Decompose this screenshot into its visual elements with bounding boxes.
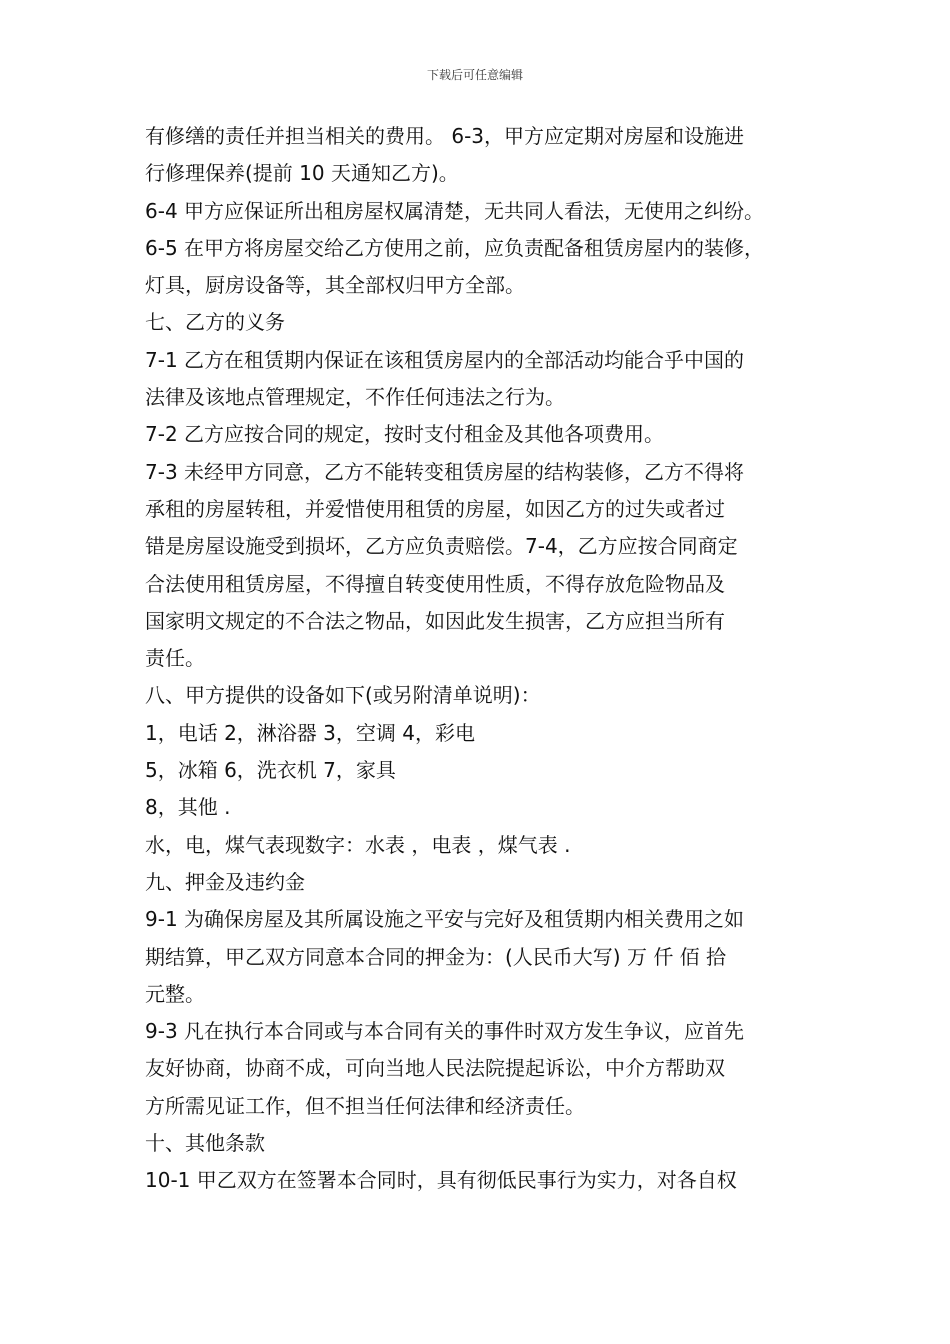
text-line: 6-4 甲方应保证所出租房屋权属清楚，无共同人看法，无使用之纠纷。 bbox=[145, 198, 765, 223]
text-line: 方所需见证工作，但不担当任何法律和经济责任。 bbox=[145, 1093, 585, 1118]
text-line: 1，电话 2，淋浴器 3，空调 4，彩电 bbox=[145, 720, 475, 745]
text-line: 法律及该地点管理规定，不作任何违法之行为。 bbox=[145, 385, 565, 410]
text-line: 责任。 bbox=[145, 646, 205, 671]
section-heading: 七、乙方的义务 bbox=[145, 310, 285, 335]
text-line: 9-1 为确保房屋及其所属设施之平安与完好及租赁期内相关费用之如 bbox=[145, 907, 745, 932]
text-line: 承租的房屋转租，并爱惜使用租赁的房屋，如因乙方的过失或者过 bbox=[145, 496, 725, 521]
text-line: 水，电，煤气表现数字：水表 ，电表 ，煤气表 . bbox=[145, 832, 571, 857]
text-line: 10-1 甲乙双方在签署本合同时，具有彻低民事行为实力，对各自权 bbox=[145, 1168, 737, 1193]
section-heading: 八、甲方提供的设备如下(或另附清单说明)： bbox=[145, 683, 541, 708]
text-line: 期结算，甲乙双方同意本合同的押金为：(人民币大写) 万 仟 佰 拾 bbox=[145, 944, 727, 969]
page-header: 下载后可任意编辑 bbox=[426, 68, 523, 82]
text-line: 9-3 凡在执行本合同或与本合同有关的事件时双方发生争议，应首先 bbox=[145, 1019, 745, 1044]
text-line: 有修缮的责任并担当相关的费用。 6-3，甲方应定期对房屋和设施进 bbox=[145, 124, 745, 148]
text-line: 行修理保养(提前 10 天通知乙方)。 bbox=[145, 161, 459, 186]
section-heading: 九、押金及违约金 bbox=[145, 869, 305, 894]
text-line: 灯具，厨房设备等，其全部权归甲方全部。 bbox=[145, 273, 525, 298]
text-line: 合法使用租赁房屋，不得擅自转变使用性质，不得存放危险物品及 bbox=[145, 571, 725, 596]
text-line: 8，其他 . bbox=[145, 795, 231, 820]
section-heading: 十、其他条款 bbox=[145, 1131, 265, 1156]
text-line: 7-3 未经甲方同意，乙方不能转变租赁房屋的结构装修，乙方不得将 bbox=[145, 459, 745, 484]
text-line: 7-1 乙方在租赁期内保证在该租赁房屋内的全部活动均能合乎中国的 bbox=[145, 347, 745, 372]
text-line: 元整。 bbox=[145, 981, 205, 1006]
text-line: 错是房屋设施受到损坏，乙方应负责赔偿。7-4，乙方应按合同商定 bbox=[145, 534, 738, 559]
text-line: 国家明文规定的不合法之物品，如因此发生损害，乙方应担当所有 bbox=[145, 608, 725, 633]
text-line: 6-5 在甲方将房屋交给乙方使用之前，应负责配备租赁房屋内的装修， bbox=[145, 235, 765, 260]
text-line: 友好协商，协商不成，可向当地人民法院提起诉讼，中介方帮助双 bbox=[145, 1056, 725, 1081]
document-body bbox=[145, 118, 825, 1200]
text-line: 7-2 乙方应按合同的规定，按时支付租金及其他各项费用。 bbox=[145, 422, 665, 447]
text-line: 5，冰箱 6，洗衣机 7，家具 bbox=[145, 758, 396, 783]
